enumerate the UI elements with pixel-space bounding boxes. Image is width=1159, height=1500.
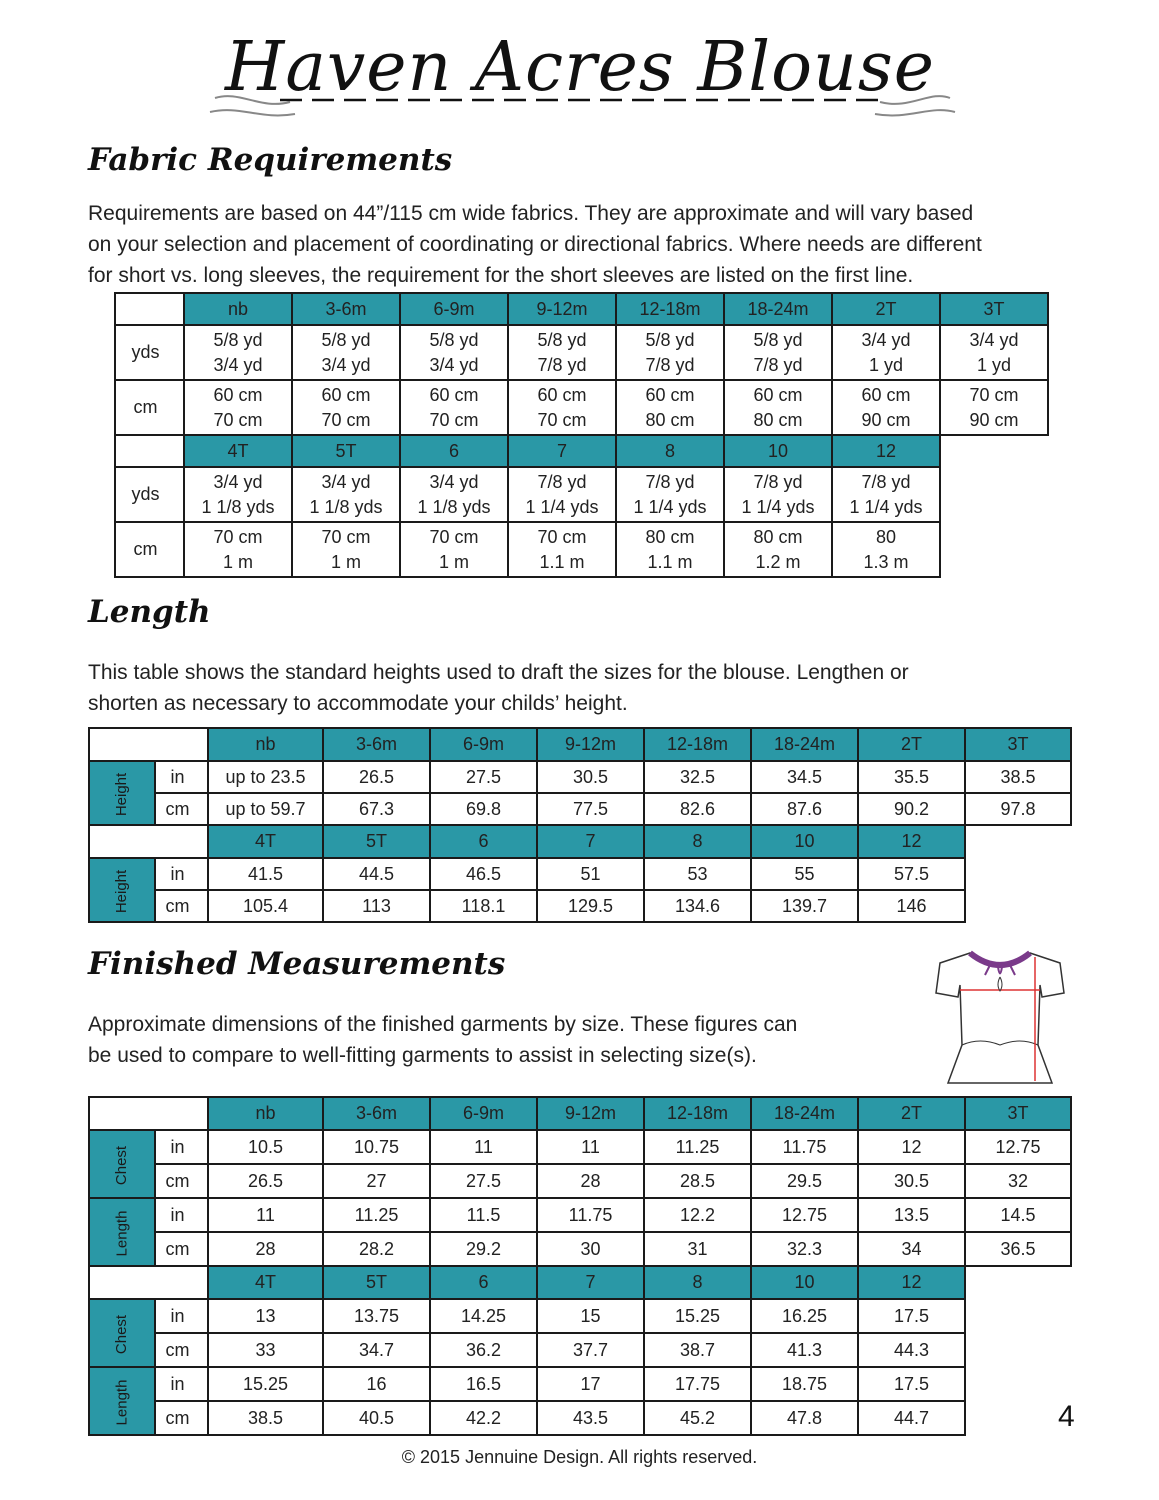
height-group bbox=[89, 761, 155, 825]
size-header: 7 bbox=[508, 435, 616, 467]
fabric-cell bbox=[832, 467, 940, 522]
measurement-cell: 13 bbox=[208, 1299, 323, 1333]
height-cell: 26.5 bbox=[323, 761, 430, 793]
height-cell: up to 59.7 bbox=[208, 793, 323, 825]
fabric-cell-line: 1 m bbox=[438, 551, 469, 572]
chest-group bbox=[89, 1299, 155, 1367]
height-cell: 146 bbox=[858, 890, 965, 922]
height-group-label: Height bbox=[113, 772, 131, 816]
fabric-cell-line: 1 1/4 yds bbox=[849, 496, 923, 517]
fabric-cell bbox=[616, 467, 724, 522]
measurement-cell: 16.5 bbox=[430, 1367, 537, 1401]
fabric-cell-line: 60 cm bbox=[861, 384, 911, 405]
size-header: 9-12m bbox=[508, 293, 616, 325]
measurement-cell: 16 bbox=[323, 1367, 430, 1401]
unit-label: cm bbox=[115, 380, 184, 435]
measurement-cell: 34.7 bbox=[323, 1333, 430, 1367]
corner-cell bbox=[89, 728, 208, 761]
fabric-cell-line: 70 cm bbox=[429, 409, 479, 430]
fabric-cell-line: 80 cm bbox=[753, 526, 803, 547]
corner-cell bbox=[115, 435, 184, 467]
empty-cell bbox=[940, 467, 1048, 522]
size-header: 6-9m bbox=[430, 728, 537, 761]
unit-label: cm bbox=[155, 1333, 208, 1367]
height-cell: 38.5 bbox=[965, 761, 1071, 793]
fabric-cell-line: 7/8 yd bbox=[537, 471, 587, 492]
fabric-cell bbox=[184, 522, 292, 577]
fabric-cell-line: 70 cm bbox=[213, 409, 263, 430]
fabric-cell-line: 60 cm bbox=[213, 384, 263, 405]
size-header: 10 bbox=[724, 435, 832, 467]
finished-measurements-table bbox=[88, 1096, 1072, 1436]
height-cell: 67.3 bbox=[323, 793, 430, 825]
corner-cell bbox=[89, 1097, 208, 1130]
measurement-cell: 12.2 bbox=[644, 1198, 751, 1232]
chest-group-label: Chest bbox=[113, 1314, 131, 1354]
unit-label: cm bbox=[155, 890, 208, 922]
size-header: 3-6m bbox=[292, 293, 400, 325]
fabric-cell-line: 1 m bbox=[222, 551, 253, 572]
fabric-cell-line: 1 yd bbox=[868, 354, 904, 375]
measurement-cell: 12.75 bbox=[965, 1130, 1071, 1164]
page-title: Haven Acres Blouse bbox=[225, 28, 935, 107]
measurement-cell: 12.75 bbox=[751, 1198, 858, 1232]
height-cell: 55 bbox=[751, 858, 858, 890]
fabric-cell-line: 70 cm bbox=[321, 526, 371, 547]
fabric-cell bbox=[616, 325, 724, 380]
measurement-cell: 44.7 bbox=[858, 1401, 965, 1435]
fabric-cell-line: 3/4 yd bbox=[321, 354, 371, 375]
measurement-cell: 17 bbox=[537, 1367, 644, 1401]
empty-cell bbox=[965, 1333, 1071, 1367]
height-cell: 113 bbox=[323, 890, 430, 922]
height-cell: 44.5 bbox=[323, 858, 430, 890]
length-paragraph-line: shorten as necessary to accommodate your childs’ height. bbox=[88, 692, 628, 715]
finished-paragraph-line: be used to compare to well-fitting garments to assist in selecting size(s). bbox=[88, 1044, 757, 1067]
unit-label: in bbox=[155, 1367, 208, 1401]
empty-cell bbox=[940, 435, 1048, 467]
fabric-cell-line: 80 bbox=[875, 526, 897, 547]
fabric-cell-line: 1.1 m bbox=[647, 551, 693, 572]
size-header: 12-18m bbox=[644, 1097, 751, 1130]
fabric-cell bbox=[724, 467, 832, 522]
fabric-cell bbox=[184, 380, 292, 435]
measurement-cell: 42.2 bbox=[430, 1401, 537, 1435]
fabric-cell-line: 7/8 yd bbox=[645, 471, 695, 492]
height-cell: 129.5 bbox=[537, 890, 644, 922]
fabric-cell-line: 70 cm bbox=[537, 409, 587, 430]
fabric-cell-line: 5/8 yd bbox=[213, 329, 263, 350]
measurement-cell: 32 bbox=[965, 1164, 1071, 1198]
height-cell: 57.5 bbox=[858, 858, 965, 890]
fabric-cell-line: 80 cm bbox=[753, 409, 803, 430]
fabric-cell bbox=[724, 380, 832, 435]
height-group-label: Height bbox=[113, 869, 131, 913]
empty-cell bbox=[965, 1367, 1071, 1401]
height-cell: 105.4 bbox=[208, 890, 323, 922]
fabric-cell bbox=[184, 325, 292, 380]
empty-cell bbox=[965, 890, 1071, 922]
size-header: 8 bbox=[644, 825, 751, 858]
height-cell: 27.5 bbox=[430, 761, 537, 793]
fabric-cell bbox=[400, 467, 508, 522]
length-group-label: Length bbox=[113, 1379, 131, 1425]
fabric-cell-line: 3/4 yd bbox=[321, 471, 371, 492]
size-header: 10 bbox=[751, 1266, 858, 1299]
height-cell: 134.6 bbox=[644, 890, 751, 922]
fabric-cell-line: 60 cm bbox=[645, 384, 695, 405]
finished-paragraph-line: Approximate dimensions of the finished garments by size. These figures can bbox=[88, 1013, 798, 1036]
fabric-cell bbox=[724, 325, 832, 380]
measurement-cell: 15.25 bbox=[644, 1299, 751, 1333]
size-header: 10 bbox=[751, 825, 858, 858]
height-cell: 30.5 bbox=[537, 761, 644, 793]
length-group-label: Length bbox=[113, 1210, 131, 1256]
fabric-paragraph-line: on your selection and placement of coordinating or directional fabrics. Where needs are different bbox=[88, 233, 982, 256]
size-header: 12-18m bbox=[644, 728, 751, 761]
size-header: 8 bbox=[616, 435, 724, 467]
size-header: 2T bbox=[858, 728, 965, 761]
measurement-cell: 45.2 bbox=[644, 1401, 751, 1435]
size-header: 9-12m bbox=[537, 728, 644, 761]
fabric-cell-line: 60 cm bbox=[753, 384, 803, 405]
size-header: 5T bbox=[323, 1266, 430, 1299]
fabric-cell bbox=[508, 325, 616, 380]
fabric-cell-line: 1.3 m bbox=[863, 551, 909, 572]
fabric-cell-line: 1 yd bbox=[976, 354, 1012, 375]
size-header: 7 bbox=[537, 1266, 644, 1299]
fabric-cell bbox=[832, 325, 940, 380]
measurement-cell: 31 bbox=[644, 1232, 751, 1266]
fabric-cell bbox=[832, 380, 940, 435]
fabric-cell bbox=[400, 380, 508, 435]
unit-label: in bbox=[155, 1130, 208, 1164]
length-table bbox=[88, 727, 1072, 923]
measurement-cell: 38.7 bbox=[644, 1333, 751, 1367]
fabric-cell-line: 1 1/4 yds bbox=[741, 496, 815, 517]
length-group bbox=[89, 1198, 155, 1266]
fabric-cell-line: 7/8 yd bbox=[861, 471, 911, 492]
fabric-cell bbox=[616, 380, 724, 435]
fabric-cell-line: 80 cm bbox=[645, 526, 695, 547]
unit-label: in bbox=[155, 761, 208, 793]
fabric-cell-line: 90 cm bbox=[861, 409, 911, 430]
chest-group bbox=[89, 1130, 155, 1198]
measurement-cell: 36.5 bbox=[965, 1232, 1071, 1266]
height-cell: 53 bbox=[644, 858, 751, 890]
height-cell: 82.6 bbox=[644, 793, 751, 825]
fabric-cell bbox=[508, 467, 616, 522]
height-cell: 41.5 bbox=[208, 858, 323, 890]
fabric-cell-line: 1 m bbox=[330, 551, 361, 572]
empty-cell bbox=[965, 858, 1071, 890]
size-header: 3-6m bbox=[323, 1097, 430, 1130]
fabric-cell-line: 3/4 yd bbox=[213, 354, 263, 375]
measurement-cell: 11 bbox=[537, 1130, 644, 1164]
measurement-cell: 28 bbox=[208, 1232, 323, 1266]
empty-cell bbox=[940, 522, 1048, 577]
fabric-cell-line: 70 cm bbox=[969, 384, 1019, 405]
fabric-heading: Fabric Requirements bbox=[88, 142, 453, 178]
fabric-requirements-table bbox=[114, 292, 1049, 578]
height-cell: 69.8 bbox=[430, 793, 537, 825]
size-header: 12 bbox=[832, 435, 940, 467]
unit-label: yds bbox=[115, 467, 184, 522]
measurement-cell: 12 bbox=[858, 1130, 965, 1164]
measurement-cell: 13.75 bbox=[323, 1299, 430, 1333]
fabric-cell-line: 1 1/8 yds bbox=[417, 496, 491, 517]
height-cell: 77.5 bbox=[537, 793, 644, 825]
fabric-cell bbox=[832, 522, 940, 577]
corner-cell bbox=[89, 1266, 208, 1299]
height-cell: 46.5 bbox=[430, 858, 537, 890]
fabric-cell-line: 60 cm bbox=[537, 384, 587, 405]
size-header: 12 bbox=[858, 1266, 965, 1299]
fabric-cell-line: 1 1/8 yds bbox=[201, 496, 275, 517]
size-header: nb bbox=[184, 293, 292, 325]
size-header: 6-9m bbox=[400, 293, 508, 325]
measurement-cell: 32.3 bbox=[751, 1232, 858, 1266]
measurement-cell: 17.5 bbox=[858, 1367, 965, 1401]
fabric-cell-line: 60 cm bbox=[429, 384, 479, 405]
size-header: 4T bbox=[208, 825, 323, 858]
measurement-cell: 13.5 bbox=[858, 1198, 965, 1232]
fabric-cell bbox=[940, 380, 1048, 435]
measurement-cell: 16.25 bbox=[751, 1299, 858, 1333]
size-header: 12 bbox=[858, 825, 965, 858]
measurement-cell: 26.5 bbox=[208, 1164, 323, 1198]
fabric-cell-line: 3/4 yd bbox=[861, 329, 911, 350]
fabric-cell bbox=[184, 467, 292, 522]
measurement-cell: 11.5 bbox=[430, 1198, 537, 1232]
fabric-cell bbox=[292, 380, 400, 435]
fabric-cell-line: 3/4 yd bbox=[969, 329, 1019, 350]
corner-cell bbox=[89, 825, 208, 858]
measurement-cell: 15.25 bbox=[208, 1367, 323, 1401]
fabric-cell-line: 5/8 yd bbox=[429, 329, 479, 350]
blouse-illustration-icon bbox=[930, 945, 1070, 1090]
fabric-cell-line: 1.2 m bbox=[755, 551, 801, 572]
measurement-cell: 11 bbox=[208, 1198, 323, 1232]
measurement-cell: 34 bbox=[858, 1232, 965, 1266]
size-header: nb bbox=[208, 728, 323, 761]
measurement-cell: 38.5 bbox=[208, 1401, 323, 1435]
chest-group-label: Chest bbox=[113, 1145, 131, 1185]
empty-cell bbox=[965, 825, 1071, 858]
fabric-cell-line: 90 cm bbox=[969, 409, 1019, 430]
unit-label: cm bbox=[115, 522, 184, 577]
fabric-cell bbox=[616, 522, 724, 577]
fabric-cell-line: 5/8 yd bbox=[537, 329, 587, 350]
height-group bbox=[89, 858, 155, 922]
length-paragraph-line: This table shows the standard heights used to draft the sizes for the blouse. Lengthen or bbox=[88, 661, 909, 684]
size-header: nb bbox=[208, 1097, 323, 1130]
fabric-cell-line: 7/8 yd bbox=[753, 471, 803, 492]
fabric-cell bbox=[724, 522, 832, 577]
measurement-cell: 10.75 bbox=[323, 1130, 430, 1164]
measurement-cell: 43.5 bbox=[537, 1401, 644, 1435]
fabric-cell-line: 70 cm bbox=[321, 409, 371, 430]
size-header: 18-24m bbox=[751, 1097, 858, 1130]
unit-label: cm bbox=[155, 793, 208, 825]
size-header: 12-18m bbox=[616, 293, 724, 325]
unit-label: in bbox=[155, 858, 208, 890]
measurement-cell: 36.2 bbox=[430, 1333, 537, 1367]
height-cell: 51 bbox=[537, 858, 644, 890]
height-cell: 34.5 bbox=[751, 761, 858, 793]
unit-label: yds bbox=[115, 325, 184, 380]
measurement-cell: 28.5 bbox=[644, 1164, 751, 1198]
fabric-cell-line: 7/8 yd bbox=[537, 354, 587, 375]
finished-paragraph bbox=[88, 1009, 797, 1071]
unit-label: cm bbox=[155, 1232, 208, 1266]
size-header: 3-6m bbox=[323, 728, 430, 761]
finished-heading: Finished Measurements bbox=[88, 946, 506, 982]
unit-label: in bbox=[155, 1198, 208, 1232]
length-heading: Length bbox=[88, 594, 211, 630]
size-header: 3T bbox=[965, 1097, 1071, 1130]
measurement-cell: 29.2 bbox=[430, 1232, 537, 1266]
size-header: 6 bbox=[430, 1266, 537, 1299]
fabric-cell-line: 1 1/4 yds bbox=[633, 496, 707, 517]
fabric-cell-line: 70 cm bbox=[537, 526, 587, 547]
fabric-cell-line: 1 1/8 yds bbox=[309, 496, 383, 517]
fabric-cell bbox=[400, 325, 508, 380]
size-header: 8 bbox=[644, 1266, 751, 1299]
measurement-cell: 30 bbox=[537, 1232, 644, 1266]
size-header: 4T bbox=[184, 435, 292, 467]
measurement-cell: 33 bbox=[208, 1333, 323, 1367]
measurement-cell: 17.5 bbox=[858, 1299, 965, 1333]
fabric-cell bbox=[400, 522, 508, 577]
measurement-cell: 11.75 bbox=[751, 1130, 858, 1164]
measurement-cell: 14.5 bbox=[965, 1198, 1071, 1232]
fabric-cell-line: 70 cm bbox=[429, 526, 479, 547]
measurement-cell: 17.75 bbox=[644, 1367, 751, 1401]
corner-cell bbox=[115, 293, 184, 325]
length-paragraph bbox=[88, 657, 909, 719]
measurement-cell: 11.25 bbox=[644, 1130, 751, 1164]
measurement-cell: 41.3 bbox=[751, 1333, 858, 1367]
measurement-cell: 47.8 bbox=[751, 1401, 858, 1435]
length-group bbox=[89, 1367, 155, 1435]
measurement-cell: 28 bbox=[537, 1164, 644, 1198]
size-header: 5T bbox=[323, 825, 430, 858]
fabric-cell bbox=[292, 467, 400, 522]
height-cell: 118.1 bbox=[430, 890, 537, 922]
fabric-cell-line: 3/4 yd bbox=[429, 354, 479, 375]
size-header: 3T bbox=[940, 293, 1048, 325]
unit-label: cm bbox=[155, 1401, 208, 1435]
fabric-cell bbox=[292, 325, 400, 380]
fabric-cell-line: 60 cm bbox=[321, 384, 371, 405]
measurement-cell: 28.2 bbox=[323, 1232, 430, 1266]
height-cell: 32.5 bbox=[644, 761, 751, 793]
measurement-cell: 30.5 bbox=[858, 1164, 965, 1198]
unit-label: in bbox=[155, 1299, 208, 1333]
measurement-cell: 18.75 bbox=[751, 1367, 858, 1401]
height-cell: 87.6 bbox=[751, 793, 858, 825]
empty-cell bbox=[965, 1299, 1071, 1333]
height-cell: 35.5 bbox=[858, 761, 965, 793]
page-number: 4 bbox=[1058, 1400, 1075, 1433]
measurement-cell: 11.25 bbox=[323, 1198, 430, 1232]
measurement-cell: 14.25 bbox=[430, 1299, 537, 1333]
fabric-cell bbox=[940, 325, 1048, 380]
size-header: 2T bbox=[832, 293, 940, 325]
measurement-cell: 37.7 bbox=[537, 1333, 644, 1367]
fabric-cell-line: 70 cm bbox=[213, 526, 263, 547]
size-header: 18-24m bbox=[751, 728, 858, 761]
height-cell: 139.7 bbox=[751, 890, 858, 922]
fabric-cell bbox=[292, 522, 400, 577]
fabric-cell-line: 7/8 yd bbox=[753, 354, 803, 375]
fabric-paragraph-line: for short vs. long sleeves, the requirement for the short sleeves are listed on the first line. bbox=[88, 264, 914, 287]
measurement-cell: 29.5 bbox=[751, 1164, 858, 1198]
size-header: 4T bbox=[208, 1266, 323, 1299]
measurement-cell: 15 bbox=[537, 1299, 644, 1333]
height-cell: up to 23.5 bbox=[208, 761, 323, 793]
size-header: 3T bbox=[965, 728, 1071, 761]
size-header: 6 bbox=[430, 825, 537, 858]
size-header: 5T bbox=[292, 435, 400, 467]
fabric-cell-line: 1.1 m bbox=[539, 551, 585, 572]
size-header: 18-24m bbox=[724, 293, 832, 325]
copyright-footer: © 2015 Jennuine Design. All rights reserved. bbox=[401, 1447, 758, 1467]
fabric-cell-line: 1 1/4 yds bbox=[525, 496, 599, 517]
fabric-cell-line: 3/4 yd bbox=[213, 471, 263, 492]
title-block bbox=[200, 20, 960, 120]
measurement-cell: 11 bbox=[430, 1130, 537, 1164]
height-cell: 90.2 bbox=[858, 793, 965, 825]
size-header: 7 bbox=[537, 825, 644, 858]
fabric-cell-line: 5/8 yd bbox=[645, 329, 695, 350]
empty-cell bbox=[965, 1266, 1071, 1299]
fabric-cell bbox=[508, 380, 616, 435]
measurement-cell: 10.5 bbox=[208, 1130, 323, 1164]
unit-label: cm bbox=[155, 1164, 208, 1198]
fabric-cell-line: 80 cm bbox=[645, 409, 695, 430]
fabric-paragraph bbox=[88, 198, 982, 291]
fabric-paragraph-line: Requirements are based on 44”/115 cm wide fabrics. They are approximate and will vary based bbox=[88, 202, 974, 225]
size-header: 9-12m bbox=[537, 1097, 644, 1130]
measurement-cell: 11.75 bbox=[537, 1198, 644, 1232]
size-header: 2T bbox=[858, 1097, 965, 1130]
measurement-cell: 27 bbox=[323, 1164, 430, 1198]
measurement-cell: 27.5 bbox=[430, 1164, 537, 1198]
fabric-cell-line: 5/8 yd bbox=[321, 329, 371, 350]
measurement-cell: 40.5 bbox=[323, 1401, 430, 1435]
size-header: 6-9m bbox=[430, 1097, 537, 1130]
fabric-cell bbox=[508, 522, 616, 577]
empty-cell bbox=[965, 1401, 1071, 1435]
fabric-cell-line: 3/4 yd bbox=[429, 471, 479, 492]
height-cell: 97.8 bbox=[965, 793, 1071, 825]
fabric-cell-line: 7/8 yd bbox=[645, 354, 695, 375]
fabric-cell-line: 5/8 yd bbox=[753, 329, 803, 350]
measurement-cell: 44.3 bbox=[858, 1333, 965, 1367]
size-header: 6 bbox=[400, 435, 508, 467]
